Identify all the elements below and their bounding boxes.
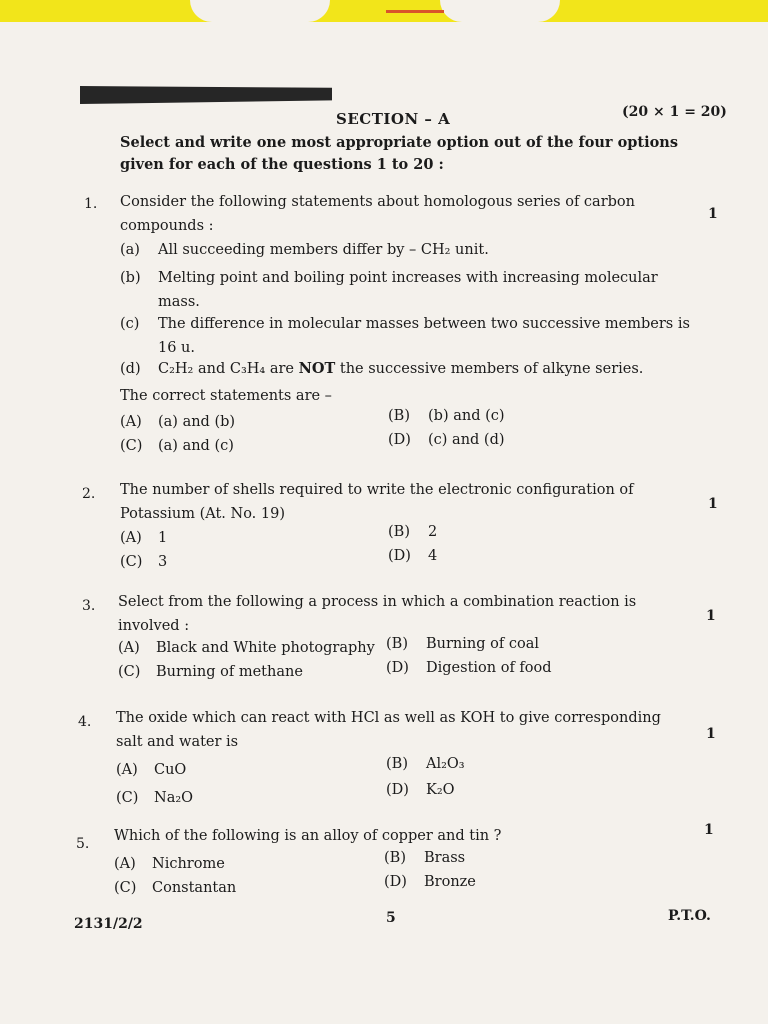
top-yellow-strip: [0, 0, 768, 22]
option-d: [386, 660, 552, 676]
question-number: 4.: [78, 714, 92, 730]
option-a: [116, 762, 186, 778]
option-a: [120, 530, 167, 546]
option-a: [114, 856, 225, 872]
question-number: 5.: [76, 836, 90, 852]
option-text: (b) and (c): [428, 408, 505, 424]
option-text: (a) and (b): [158, 414, 236, 430]
option-label: (A): [118, 640, 140, 656]
option-c: [118, 664, 303, 680]
option-d: [384, 874, 476, 890]
question-number: 2.: [82, 486, 96, 502]
statement-text: The difference in molecular masses between two successive members is 16 u.: [158, 316, 690, 356]
statement-emphasis: NOT: [298, 360, 336, 377]
option-text: (c) and (d): [428, 432, 505, 448]
option-label: (D): [388, 548, 411, 564]
option-c: [120, 554, 167, 570]
option-a: [118, 640, 375, 656]
question-marks: 1: [708, 206, 718, 222]
option-b: [388, 524, 437, 540]
option-d: [388, 432, 505, 448]
question-text: Which of the following is an alloy of copper and tin ?: [114, 828, 502, 844]
option-c: [114, 880, 236, 896]
option-label: (B): [388, 524, 410, 540]
question-marks: 1: [704, 822, 714, 838]
section-title: SECTION – A: [336, 110, 451, 128]
option-text: Al₂O₃: [426, 756, 465, 772]
option-label: (B): [388, 408, 410, 424]
option-label: (D): [384, 874, 407, 890]
option-text: 1: [158, 530, 168, 546]
statement-text: Melting point and boiling point increases with increasing molecular mass.: [158, 270, 658, 310]
question-number: 3.: [82, 598, 96, 614]
option-text: Burning of coal: [426, 636, 539, 652]
option-text: 4: [428, 548, 438, 564]
question-number: 1.: [84, 196, 98, 212]
option-label: (C): [118, 664, 141, 680]
top-red-mark: [386, 10, 444, 13]
strip-notch: [190, 0, 330, 22]
question-prompt: The correct statements are –: [120, 388, 332, 404]
option-label: (A): [120, 414, 142, 430]
paper-code: 2131/2/2: [74, 916, 143, 932]
option-label: (C): [120, 554, 143, 570]
option-d: [386, 782, 455, 798]
section-instructions: Select and write one most appropriate option out of the four options given for each of the questions 1 to 20 :: [120, 134, 679, 173]
option-label: (A): [114, 856, 136, 872]
option-label: (B): [386, 636, 408, 652]
option-label: (D): [388, 432, 411, 448]
statement: [120, 242, 489, 258]
statement-label: (a): [120, 242, 140, 258]
statement: [120, 312, 690, 360]
option-c: [116, 790, 193, 806]
option-label: (D): [386, 782, 409, 798]
statement-label: (c): [120, 316, 140, 332]
statement-label: (d): [120, 361, 141, 377]
statement-label: (b): [120, 270, 141, 286]
option-b: [386, 756, 465, 772]
option-label: (D): [386, 660, 409, 676]
option-text: Brass: [424, 850, 466, 866]
option-b: [384, 850, 465, 866]
question-marks: 1: [706, 726, 716, 742]
statement-text-pre: C₂H₂ and C₃H₄ are: [158, 361, 299, 377]
option-text: Constantan: [152, 880, 237, 896]
option-text: K₂O: [426, 782, 455, 798]
statement-text: All succeeding members differ by – CH₂ unit.: [158, 242, 489, 258]
option-text: Na₂O: [154, 790, 194, 806]
option-label: (B): [386, 756, 408, 772]
option-text: Digestion of food: [426, 660, 552, 676]
option-label: (C): [120, 438, 143, 454]
black-header-bar: [80, 86, 332, 104]
option-text: 3: [158, 554, 168, 570]
option-d: [388, 548, 437, 564]
option-text: CuO: [154, 762, 187, 778]
question-marks: 1: [708, 496, 718, 512]
question-text: The number of shells required to write the electronic configuration of Potassium (At. No. 19): [120, 482, 634, 522]
option-label: (A): [116, 762, 138, 778]
section-marks: (20 × 1 = 20): [622, 104, 727, 120]
option-label: (C): [116, 790, 139, 806]
page-number: 5: [386, 910, 396, 926]
statement: [120, 266, 690, 314]
option-text: Bronze: [424, 874, 476, 890]
question-text: The oxide which can react with HCl as well as KOH to give corresponding salt and water is: [116, 710, 661, 750]
option-label: (A): [120, 530, 142, 546]
option-a: [120, 414, 235, 430]
option-text: (a) and (c): [158, 438, 234, 454]
statement: [120, 360, 643, 377]
option-c: [120, 438, 234, 454]
option-text: 2: [428, 524, 438, 540]
option-text: Burning of methane: [156, 664, 303, 680]
option-text: Black and White photography: [156, 640, 375, 656]
option-b: [388, 408, 505, 424]
question-marks: 1: [706, 608, 716, 624]
question-text: Select from the following a process in which a combination reaction is involved :: [118, 594, 637, 634]
option-label: (C): [114, 880, 137, 896]
option-text: Nichrome: [152, 856, 225, 872]
option-label: (B): [384, 850, 406, 866]
question-text: Consider the following statements about homologous series of carbon compounds :: [120, 194, 635, 234]
option-b: [386, 636, 539, 652]
statement-text-post: the successive members of alkyne series.: [335, 361, 644, 377]
strip-notch: [440, 0, 560, 22]
pto-label: P.T.O.: [668, 908, 711, 924]
